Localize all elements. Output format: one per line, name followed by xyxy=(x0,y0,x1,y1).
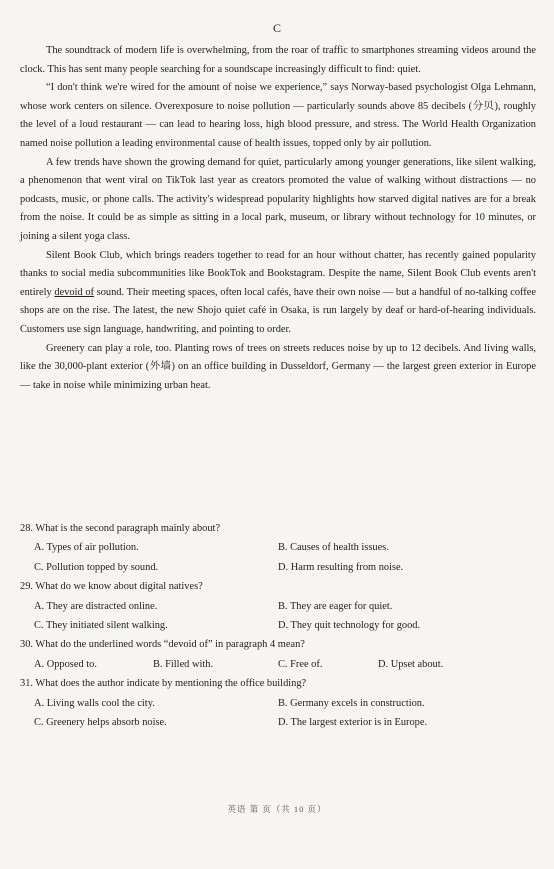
option-c[interactable]: C. Free of. xyxy=(278,658,323,670)
question-29 xyxy=(20,577,536,635)
question-list xyxy=(20,519,536,732)
question-stem: 30. What do the underlined words “devoid of” in paragraph 4 mean? xyxy=(20,639,305,651)
option-b[interactable]: B. They are eager for quiet. xyxy=(278,600,393,612)
option-b[interactable]: B. Germany excels in construction. xyxy=(278,697,425,709)
paragraph-4-text-after: sound. Their meeting spaces, often local cafés, have their own noise — but a handful of no-talking coffee shops are on the rise. The latest, the new Shojo quiet café in Osaka, is run largely by deaf or hard-of-hearing individuals. Customers use sign language, handwriting, and pointing to order. xyxy=(20,286,536,335)
option-d[interactable]: D. Upset about. xyxy=(378,658,444,670)
question-31 xyxy=(20,674,536,732)
question-stem: 29. What do we know about digital natives? xyxy=(20,581,203,593)
option-d[interactable]: D. They quit technology for good. xyxy=(278,619,421,631)
question-stem: 28. What is the second paragraph mainly about? xyxy=(20,523,221,534)
option-d[interactable]: D. Harm resulting from noise. xyxy=(278,561,404,573)
option-b[interactable]: B. Causes of health issues. xyxy=(278,542,389,554)
paragraph-5: Greenery can play a role, too. Planting rows of trees on streets reduces noise by up to 12 decibels. And living walls, like the 30,000-plant exterior (外墙) on an office building in Dusseldorf, Germany — the largest green exterior in Europe — take in noise while minimizing urban heat. xyxy=(20,342,536,391)
page-footer: 英语 第 页（共 10 页） xyxy=(227,804,327,814)
option-a[interactable]: A. Types of air pollution. xyxy=(34,542,139,554)
option-c[interactable]: C. Greenery helps absorb noise. xyxy=(34,716,167,728)
option-c[interactable]: C. They initiated silent walking. xyxy=(34,619,168,631)
option-a[interactable]: A. Living walls cool the city. xyxy=(34,697,155,709)
paragraph-4 xyxy=(20,247,536,340)
paragraph-2: “I don't think we're wired for the amount of noise we experience,” says Norway-based psychologist Olga Lehmann, whose work centers on silence. Overexposure to noise pollution — particularly sounds above 85 decibels (分贝), roughly the level of a loud restaurant — can lead to hearing loss, high blood pressure, and stress. The World Health Organization named noise pollution a leading environmental cause of health issues, topped only by air pollution. xyxy=(20,82,536,149)
section-letter: C xyxy=(272,21,281,35)
question-30 xyxy=(20,635,536,674)
option-b[interactable]: B. Filled with. xyxy=(153,658,214,670)
paragraph-4-text-before: Silent Book Club, which brings readers together to read for an hour without chatter, has recently gained popularity thanks to social media subcommunities like BookTok and Bookstagram. Despite the name, Silent Book Club events aren't entirely xyxy=(20,249,536,298)
question-stem: 31. What does the author indicate by mentioning the office building? xyxy=(20,678,307,690)
option-c[interactable]: C. Pollution topped by sound. xyxy=(34,561,159,573)
reading-passage xyxy=(20,42,536,395)
paragraph-3: A few trends have shown the growing demand for quiet, particularly among younger generations, like silent walking, a phenomenon that went viral on TikTok last year as creators promoted the value of walking without distractions — no podcasts, music, or phone calls. The activity's widespread popularity highlights how starved digital natives are for a break from the noise. It could be as simple as sitting in a local park, museum, or library without technology for 10 minutes, or joining a silent yoga class. xyxy=(20,156,536,242)
question-28 xyxy=(20,519,536,577)
option-a[interactable]: A. They are distracted online. xyxy=(34,600,158,612)
option-d[interactable]: D. The largest exterior is in Europe. xyxy=(278,716,428,728)
option-a[interactable]: A. Opposed to. xyxy=(34,658,97,670)
paragraph-1: The soundtrack of modern life is overwhelming, from the roar of traffic to smartphones streaming videos around the clock. This has sent many people searching for a soundscape increasingly difficult to find: quiet. xyxy=(20,45,536,75)
underlined-phrase: devoid of xyxy=(54,286,95,298)
